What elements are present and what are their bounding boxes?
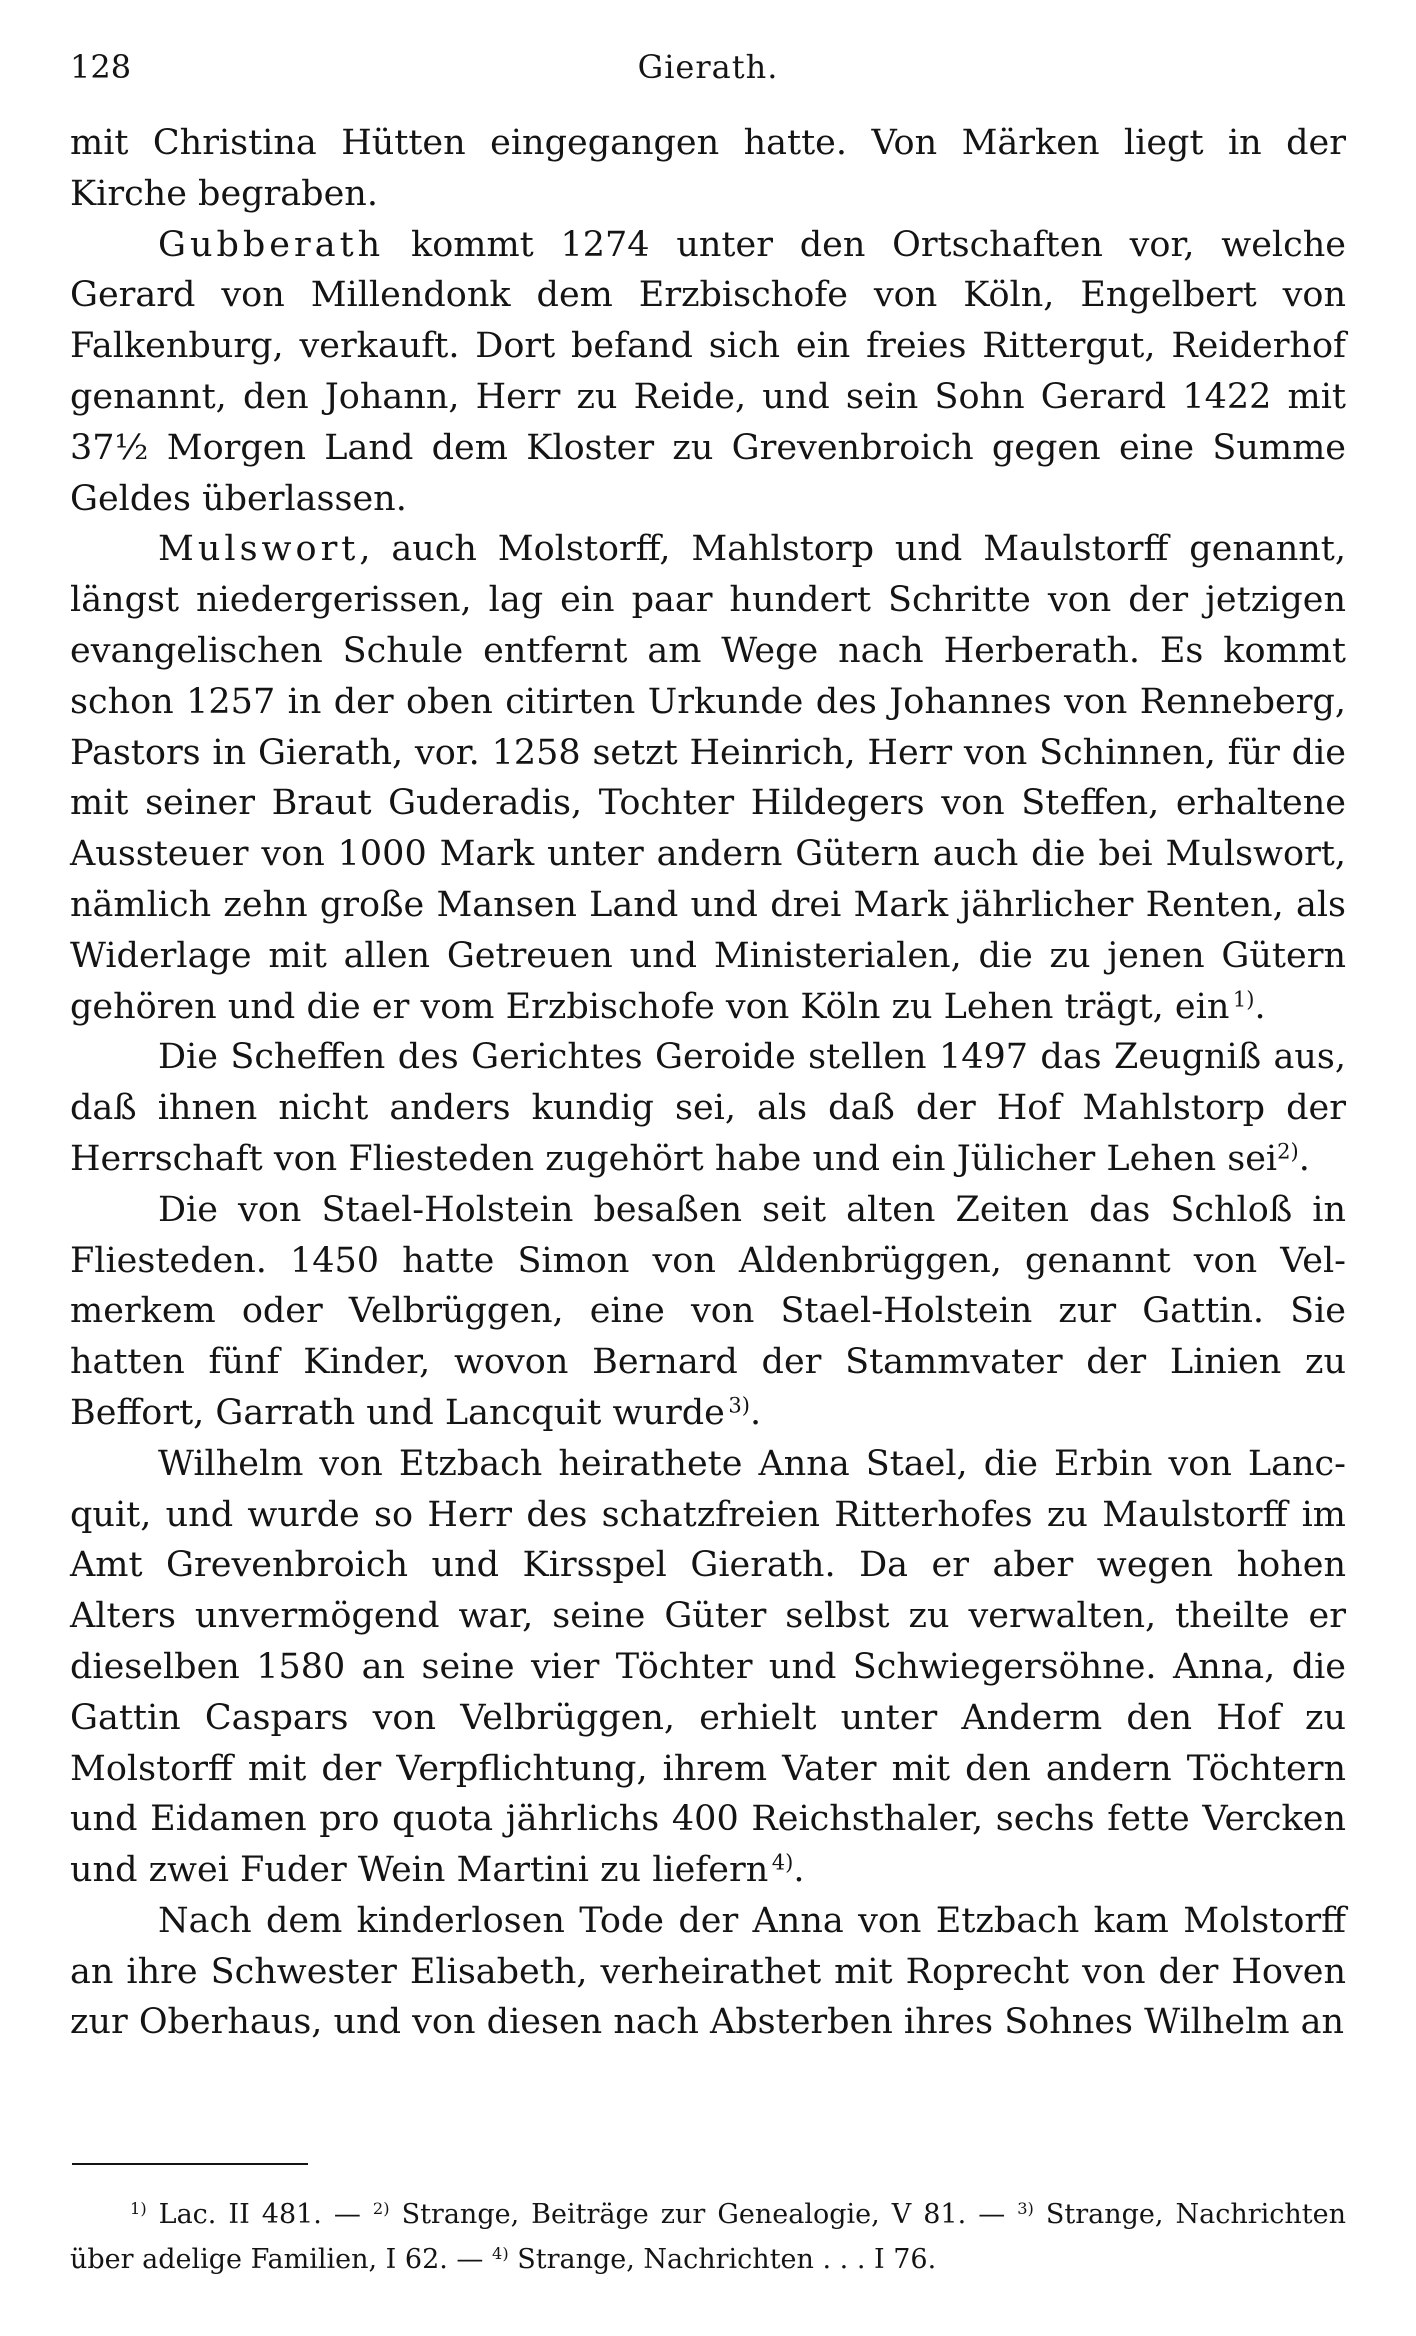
footnote-ref: 1) bbox=[1232, 987, 1255, 1011]
footnote-text: Strange, Beiträge zur Genealogie, V 81. — bbox=[389, 2199, 1018, 2230]
paragraph-scheffen bbox=[70, 1032, 1346, 1184]
paragraph-etzbach bbox=[70, 1439, 1346, 1896]
paragraph-end: . bbox=[1254, 986, 1266, 1027]
paragraph-text: Die Scheffen des Gerichtes Geroide stellen 1497 das Zeugniß aus, daß ihnen nicht anders kundig sei, als daß der Hof Mahlstorp der Herrschaft von Fliesteden zugehört habe und ein Jülicher Lehen sei bbox=[70, 1037, 1346, 1179]
paragraph-end: . bbox=[749, 1392, 762, 1433]
footnote-ref: 4) bbox=[771, 1850, 794, 1875]
running-head: Gierath. bbox=[637, 48, 779, 86]
paragraph-text: Nach dem kinderlosen Tode der Anna von Etzbach kam Molstorff an ihre Schwester Elisabeth, verheirathet mit Roprecht von der Hoven zur Oberhaus, und von diesen nach Absterben ihres Sohnes Wilhelm an bbox=[70, 1900, 1346, 2043]
paragraph-molstorff bbox=[70, 1896, 1346, 2048]
footnote-mark: 1) bbox=[130, 2199, 147, 2219]
paragraph-text: mit Christina Hütten eingegangen hatte. Von Märken liegt in der Kirche begraben. bbox=[70, 123, 1346, 214]
main-text bbox=[70, 118, 1346, 2048]
paragraph-continuation bbox=[70, 118, 1346, 220]
footnote-text: Strange, Nachrichten über adelige Familien, I 62. — bbox=[70, 2199, 1346, 2275]
paragraph-gubberath bbox=[70, 220, 1346, 525]
footnote-mark: 2) bbox=[372, 2199, 390, 2219]
paragraph-end: . bbox=[793, 1850, 805, 1891]
paragraph-end: . bbox=[1298, 1138, 1310, 1179]
place-name-mulswort: Mulswort bbox=[158, 529, 360, 570]
paragraph-text: Wilhelm von Etzbach heirathete Anna Stael, die Erbin von Lancquit, und wurde so Herr des schatzfreien Ritterhofes zu Maulstorff im Amt Grevenbroich und Kirsspel Gierath. Da er aber wegen hohen Alters unvermögend war, seine Güter selbst zu verwalten, theilte er dieselben 1580 an seine vier Töchter und Schwiegersöhne. Anna, die Gattin Caspars von Velbrüggen, erhielt unter Anderm den Hof zu Molstorff mit der Verpflichtung, ihrem Vater mit den andern Töchtern und Eidamen pro quota jährlichs 400 Reichsthaler, sechs fette Vercken und zwei Fuder Wein Martini zu liefern bbox=[70, 1443, 1346, 1891]
page-number: 128 bbox=[70, 48, 132, 86]
footnotes bbox=[70, 2192, 1346, 2282]
paragraph-mulswort bbox=[70, 524, 1346, 1032]
footnote-ref: 2) bbox=[1277, 1139, 1299, 1164]
place-name-gubberath: Gubberath bbox=[158, 224, 385, 265]
page-header bbox=[70, 48, 1346, 98]
footnote-divider bbox=[72, 2163, 308, 2165]
footnote-mark: 3) bbox=[1017, 2199, 1034, 2219]
paragraph-stael-holstein bbox=[70, 1185, 1346, 1439]
footnote-text: Strange, Nachrichten . . . I 76. bbox=[508, 2244, 937, 2275]
footnote-mark: 4) bbox=[492, 2244, 509, 2264]
paragraph-text: Die von Stael-Holstein besaßen seit alten Zeiten das Schloß in Fliesteden. 1450 hatte Simon von Aldenbrüggen, genannt von Velmerkem oder Velbrüggen, eine von Stael-Holstein zur Gattin. Sie hatten fünf Kinder, wovon Bernard der Stammvater der Linien zu Beffort, Garrath und Lancquit wurde bbox=[70, 1189, 1346, 1433]
paragraph-text: kommt 1274 unter den Ortschaften vor, welche Gerard von Millendonk dem Erzbischofe von Köln, Engelbert von Falkenburg, verkauft. Dort befand sich ein freies Rittergut, Reiderhof genannt, den Johann, Herr zu Reide, und sein Sohn Gerard 1422 mit 37½ Morgen Land dem Kloster zu Grevenbroich gegen eine Summe Geldes überlassen. bbox=[70, 224, 1346, 519]
footnote-text: Lac. II 481. — bbox=[146, 2199, 373, 2230]
paragraph-text: , auch Molstorff, Mahlstorp und Maulstorff genannt, längst niedergerissen, lag ein paar hundert Schritte von der jetzigen evangelischen Schule entfernt am Wege nach Herberath. Es kommt schon 1257 in der oben citirten Urkunde des Johannes von Renneberg, Pastors in Gierath, vor. 1258 setzt Heinrich, Herr von Schinnen, für die mit seiner Braut Guderadis, Tochter Hildegers von Steffen, erhaltene Aussteuer von 1000 Mark unter andern Gütern auch die bei Mulswort, nämlich zehn große Mansen Land und drei Mark jährlicher Renten, als Widerlage mit allen Getreuen und Ministerialen, die zu jenen Gütern gehören und die er vom Erzbischofe von Köln zu Lehen trägt, ein bbox=[70, 529, 1346, 1027]
footnote-block bbox=[70, 2192, 1346, 2282]
footnote-ref: 3) bbox=[728, 1393, 750, 1418]
